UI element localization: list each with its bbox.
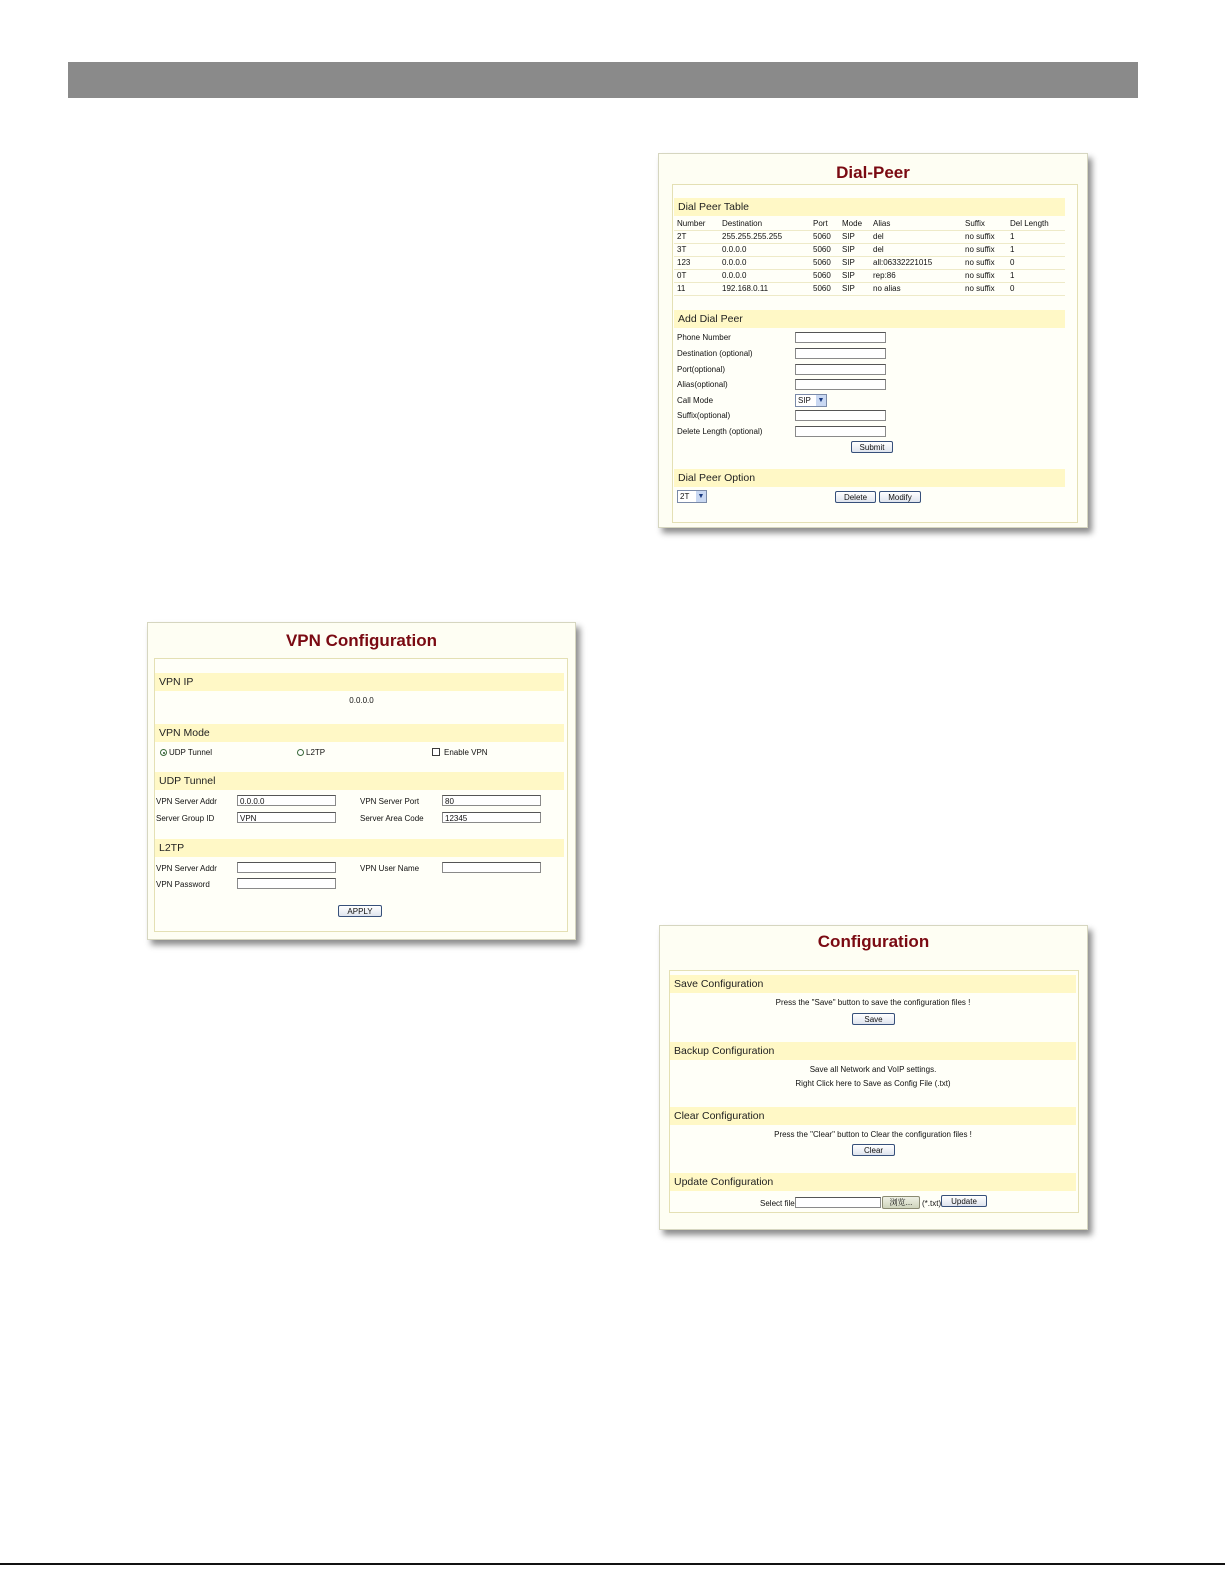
alias-label: Alias(optional)	[677, 380, 728, 389]
dial-peer-table-header: Dial Peer Table	[674, 198, 1065, 216]
cell-number: 3T	[677, 245, 687, 254]
delete-length-label: Delete Length (optional)	[677, 427, 763, 436]
delete-button[interactable]: Delete	[835, 491, 876, 503]
browse-button[interactable]: 浏览...	[882, 1196, 920, 1209]
cell-mode: SIP	[842, 271, 855, 280]
vpn-mode-header: VPN Mode	[155, 724, 564, 742]
vpn-title: VPN Configuration	[285, 631, 438, 650]
cell-destination: 255.255.255.255	[722, 232, 783, 241]
backup-configuration-header: Backup Configuration	[670, 1042, 1076, 1060]
table-row	[674, 257, 1065, 270]
table-header-row	[674, 218, 1065, 231]
enable-vpn-label: Enable VPN	[444, 748, 488, 757]
file-extension-hint: (*.txt)	[922, 1199, 942, 1208]
l2tp-header: L2TP	[155, 839, 564, 857]
configuration-panel	[659, 925, 1088, 1230]
file-path-input[interactable]	[795, 1197, 881, 1208]
cell-mode: SIP	[842, 245, 855, 254]
table-row	[674, 231, 1065, 244]
l2tp-server-addr-label: VPN Server Addr	[156, 864, 217, 873]
cell-alias: rep:86	[873, 271, 896, 280]
server-area-code-input[interactable]: 12345	[442, 812, 541, 823]
cell-mode: SIP	[842, 258, 855, 267]
l2tp-password-label: VPN Password	[156, 880, 210, 889]
save-instructions: Press the "Save" button to save the configuration files !	[775, 998, 971, 1007]
cell-port: 5060	[813, 271, 831, 280]
cell-mode: SIP	[842, 284, 855, 293]
page-footer-line	[0, 1563, 1225, 1565]
l2tp-password-input[interactable]	[237, 878, 336, 889]
l2tp-user-name-input[interactable]	[442, 862, 541, 873]
cell-number: 2T	[677, 232, 687, 241]
udp-server-port-input[interactable]: 80	[442, 795, 541, 806]
cell-suffix: no suffix	[965, 245, 995, 254]
call-mode-value: SIP	[798, 396, 811, 405]
cell-destination: 0.0.0.0	[722, 258, 747, 267]
update-button[interactable]: Update	[941, 1195, 987, 1207]
destination-input[interactable]	[795, 348, 886, 359]
l2tp-radio[interactable]	[297, 749, 304, 756]
column-destination: Destination	[722, 219, 763, 228]
cell-del-length: 1	[1010, 245, 1015, 254]
clear-instructions: Press the "Clear" button to Clear the configuration files !	[774, 1130, 972, 1139]
delete-length-input[interactable]	[795, 426, 886, 437]
udp-tunnel-radio-label: UDP Tunnel	[169, 748, 212, 757]
server-group-id-label: Server Group ID	[156, 814, 215, 823]
port-label: Port(optional)	[677, 365, 726, 374]
column-del-length: Del Length	[1010, 219, 1049, 228]
server-area-code-label: Server Area Code	[360, 814, 424, 823]
cell-del-length: 1	[1010, 271, 1015, 280]
udp-server-addr-label: VPN Server Addr	[156, 797, 217, 806]
cell-alias: no alias	[873, 284, 901, 293]
column-port: Port	[813, 219, 828, 228]
suffix-label: Suffix(optional)	[677, 411, 731, 420]
submit-button[interactable]: Submit	[851, 441, 893, 453]
cell-del-length: 1	[1010, 232, 1015, 241]
dial-peer-option-header: Dial Peer Option	[674, 469, 1065, 487]
cell-port: 5060	[813, 284, 831, 293]
cell-suffix: no suffix	[965, 232, 995, 241]
cell-port: 5060	[813, 258, 831, 267]
cell-destination: 0.0.0.0	[722, 271, 747, 280]
cell-port: 5060	[813, 232, 831, 241]
vpn-configuration-panel	[147, 622, 576, 940]
udp-tunnel-radio[interactable]	[160, 749, 167, 756]
call-mode-label: Call Mode	[677, 396, 714, 405]
udp-server-port-label: VPN Server Port	[360, 797, 420, 806]
cell-suffix: no suffix	[965, 271, 995, 280]
udp-tunnel-header: UDP Tunnel	[155, 772, 564, 790]
dial-peer-panel	[658, 153, 1088, 528]
server-group-id-input[interactable]: VPN	[237, 812, 336, 823]
cell-number: 11	[677, 284, 686, 293]
vpn-ip-header: VPN IP	[155, 673, 564, 691]
cell-alias: del	[873, 245, 884, 254]
backup-description: Save all Network and VoIP settings.	[809, 1065, 937, 1074]
select-file-label: Select file	[760, 1199, 795, 1208]
save-config-file-link[interactable]: Right Click here to Save as Config File (.txt)	[795, 1079, 951, 1088]
table-row	[674, 270, 1065, 283]
cell-del-length: 0	[1010, 284, 1015, 293]
dial-peer-option-select[interactable]	[677, 490, 707, 503]
call-mode-select[interactable]	[795, 394, 827, 407]
phone-number-label: Phone Number	[677, 333, 731, 342]
alias-input[interactable]	[795, 379, 886, 390]
cell-del-length: 0	[1010, 258, 1015, 267]
column-mode: Mode	[842, 219, 863, 228]
save-button[interactable]: Save	[852, 1013, 895, 1025]
save-configuration-header: Save Configuration	[670, 975, 1076, 993]
add-dial-peer-header: Add Dial Peer	[674, 310, 1065, 328]
modify-button[interactable]: Modify	[879, 491, 921, 503]
cell-port: 5060	[813, 245, 831, 254]
destination-label: Destination (optional)	[677, 349, 753, 358]
column-number: Number	[677, 219, 706, 228]
table-row	[674, 244, 1065, 257]
enable-vpn-checkbox[interactable]	[432, 748, 440, 756]
l2tp-server-addr-input[interactable]	[237, 862, 336, 873]
vpn-ip-value: 0.0.0.0	[349, 696, 374, 705]
clear-button[interactable]: Clear	[852, 1144, 895, 1156]
cell-alias: all:06332221015	[873, 258, 933, 267]
cell-destination: 192.168.0.11	[722, 284, 769, 293]
chevron-down-icon: ▼	[817, 397, 825, 404]
cell-number: 0T	[677, 271, 687, 280]
chevron-down-icon: ▼	[697, 493, 705, 500]
dial-peer-option-value: 2T	[680, 492, 690, 501]
clear-configuration-header: Clear Configuration	[670, 1107, 1076, 1125]
suffix-input[interactable]	[795, 410, 886, 421]
column-alias: Alias	[873, 219, 891, 228]
cell-suffix: no suffix	[965, 258, 995, 267]
cell-alias: del	[873, 232, 884, 241]
l2tp-radio-label: L2TP	[306, 748, 326, 757]
configuration-title: Configuration	[817, 932, 930, 951]
phone-number-input[interactable]	[795, 332, 886, 343]
apply-button[interactable]: APPLY	[338, 905, 382, 917]
port-input[interactable]	[795, 364, 886, 375]
cell-number: 123	[677, 258, 691, 267]
column-suffix: Suffix	[965, 219, 985, 228]
cell-mode: SIP	[842, 232, 855, 241]
udp-server-addr-input[interactable]: 0.0.0.0	[237, 795, 336, 806]
update-configuration-header: Update Configuration	[670, 1173, 1076, 1191]
l2tp-user-name-label: VPN User Name	[360, 864, 420, 873]
cell-destination: 0.0.0.0	[722, 245, 747, 254]
dial-peer-title: Dial-Peer	[836, 163, 910, 182]
cell-suffix: no suffix	[965, 284, 995, 293]
table-row	[674, 283, 1065, 296]
page-header-bar	[68, 62, 1138, 98]
